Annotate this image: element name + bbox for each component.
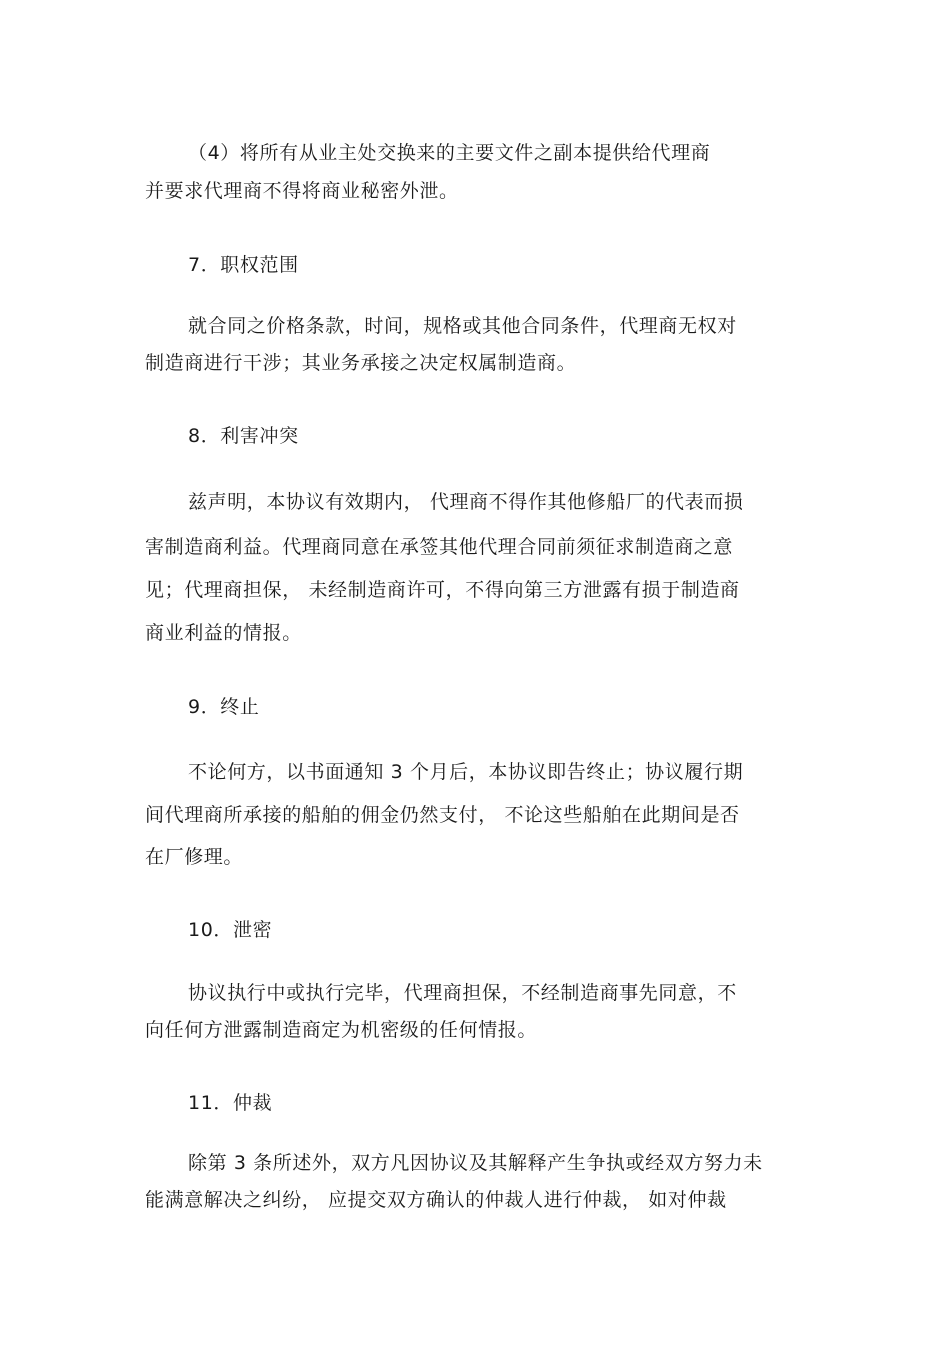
section-heading-7: 7．职权范围 <box>188 254 299 276</box>
paragraph-line: （4）将所有从业主处交换来的主要文件之副本提供给代理商 <box>188 142 711 164</box>
paragraph-line: 见；代理商担保， 未经制造商许可，不得向第三方泄露有损于制造商 <box>145 579 740 601</box>
paragraph-line: 害制造商利益。代理商同意在承签其他代理合同前须征求制造商之意 <box>145 536 734 558</box>
paragraph-line: 兹声明，本协议有效期内， 代理商不得作其他修船厂的代表而损 <box>188 491 744 513</box>
paragraph-line: 除第 3 条所述外，双方凡因协议及其解释产生争执或经双方努力未 <box>188 1152 763 1174</box>
paragraph-line: 在厂修理。 <box>145 846 244 868</box>
paragraph-line: 协议执行中或执行完毕，代理商担保，不经制造商事先同意，不 <box>188 982 737 1004</box>
paragraph-line: 制造商进行干涉；其业务承接之决定权属制造商。 <box>145 352 577 374</box>
section-heading-11: 11．仲裁 <box>188 1092 273 1114</box>
paragraph-line: 向任何方泄露制造商定为机密级的任何情报。 <box>145 1019 538 1041</box>
paragraph-line: 间代理商所承接的船舶的佣金仍然支付， 不论这些船舶在此期间是否 <box>145 804 740 826</box>
paragraph-line: 商业利益的情报。 <box>145 622 302 644</box>
section-heading-8: 8．利害冲突 <box>188 425 299 447</box>
paragraph-line: 能满意解决之纠纷， 应提交双方确认的仲裁人进行仲裁， 如对仲裁 <box>145 1189 727 1211</box>
section-heading-10: 10．泄密 <box>188 919 273 941</box>
section-heading-9: 9．终止 <box>188 696 260 718</box>
paragraph-line: 并要求代理商不得将商业秘密外泄。 <box>145 180 459 202</box>
paragraph-line: 不论何方，以书面通知 3 个月后，本协议即告终止；协议履行期 <box>188 761 744 783</box>
paragraph-line: 就合同之价格条款，时间，规格或其他合同条件，代理商无权对 <box>188 315 737 337</box>
